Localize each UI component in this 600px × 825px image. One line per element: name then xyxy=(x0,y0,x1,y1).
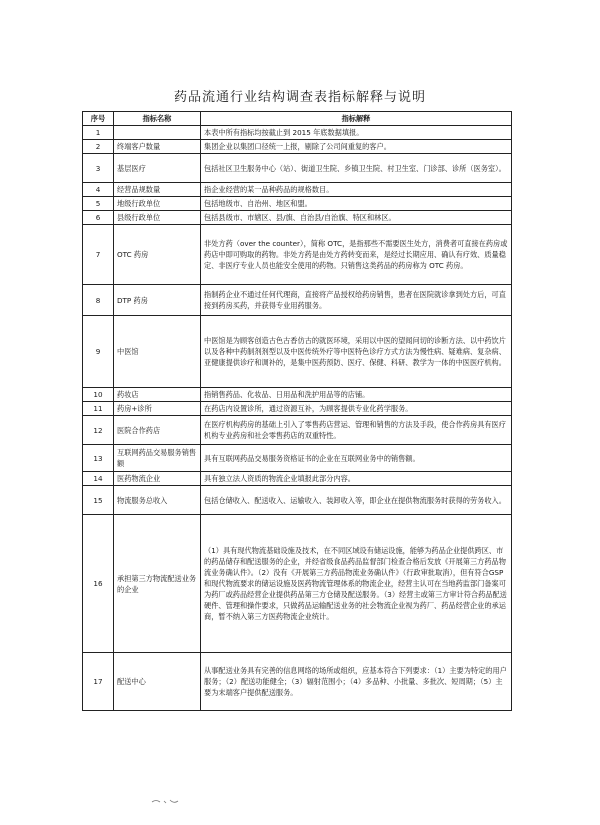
header-name: 指标名称 xyxy=(114,112,201,126)
indicator-definition: 从事配送业务具有完善的信息网络的场所或组织，应基本符合下列要求：（1）主要为特定的用户服务；（2）配送功能健全；（3）辐射范围小；（4）多品种、小批量、多批次、短周期；（5）主要为末端客户提供配送服务。 xyxy=(201,653,512,711)
scan-mark xyxy=(150,796,190,806)
indicator-definition: 在医疗机构药房的基础上引入了零售药店营运、管理和销售的方法及手段，使合作药房具有医疗机构专业药房和社会零售药店的双重特性。 xyxy=(201,416,512,445)
row-number: 5 xyxy=(83,197,114,211)
row-number: 6 xyxy=(83,211,114,225)
indicator-name: 经营品规数量 xyxy=(114,183,201,197)
indicator-definition: 在药店内设置诊所，通过资源互补，为顾客提供专业化药学服务。 xyxy=(201,402,512,416)
indicator-name: 医药物流企业 xyxy=(114,472,201,486)
indicator-name: OTC 药房 xyxy=(114,225,201,285)
table-row xyxy=(83,154,512,183)
indicator-definition: 本表中所有指标均按截止到 2015 年底数据填报。 xyxy=(201,126,512,140)
indicator-definition: 非处方药（over the counter），简称 OTC，是指那些不需要医生处方，消费者可直接在药房或药店中即可购取的药物。非处方药是由处方药转变而来，是经过长期应用、确认有疗效、质量稳定、非医疗专业人员也能安全使用的药物。只销售这类药品的药房称为 OTC 药房。 xyxy=(201,225,512,285)
indicator-definition: 具有互联网药品交易服务资格证书的企业在互联网业务中的销售额。 xyxy=(201,445,512,472)
indicator-name: 医院合作药店 xyxy=(114,416,201,445)
indicator-definition: 指销售药品、化妆品、日用品和洗护用品等的店铺。 xyxy=(201,388,512,402)
row-number: 7 xyxy=(83,225,114,285)
row-number: 4 xyxy=(83,183,114,197)
table-row xyxy=(83,388,512,402)
indicator-name: 配送中心 xyxy=(114,653,201,711)
indicator-definition: 指企业经营的某一品种药品的规格数目。 xyxy=(201,183,512,197)
row-number: 12 xyxy=(83,416,114,445)
row-number: 16 xyxy=(83,515,114,653)
row-number: 9 xyxy=(83,316,114,388)
row-number: 1 xyxy=(83,126,114,140)
table-body xyxy=(83,126,512,711)
indicator-definition: 包括地级市、自治州、地区和盟。 xyxy=(201,197,512,211)
indicator-name: 县级行政单位 xyxy=(114,211,201,225)
indicator-name: DTP 药房 xyxy=(114,285,201,316)
table-row xyxy=(83,445,512,472)
table-row xyxy=(83,183,512,197)
table-row xyxy=(83,126,512,140)
indicator-name xyxy=(114,126,201,140)
indicator-definition: （1）具有现代物流基础设施及技术，在不同区域设有储运设施，能够为药品企业提供跨区、市的药品储存和配送服务的企业，并经省级食品药品监督部门检查合格后发放《开展第三方药品物流业务确认件》。（2）没有《开展第三方药品物流业务确认件》（行政审批取消），但有符合GSP和现代物流要求的储运设施及医药物流管理体系的物流企业，经营主认可在当地药监部门备案可为药厂或药品经营企业提供药品第三方仓储及配送服务。（3）经营主或第三方审计符合药品配送硬件、管理和操作要求，只做药品运输配送业务的社会物流企业视为药厂、药品经营企业的承运商，暂不纳入第三方医药物流企业统计。 xyxy=(201,515,512,653)
indicator-name: 终端客户数量 xyxy=(114,140,201,154)
table-row xyxy=(83,316,512,388)
row-number: 14 xyxy=(83,472,114,486)
document-title: 药品流通行业结构调查表指标解释与说明 xyxy=(173,90,426,105)
indicator-name: 互联网药品交易服务销售额 xyxy=(114,445,201,472)
row-number: 15 xyxy=(83,486,114,515)
table-row xyxy=(83,211,512,225)
indicator-definition: 集团企业以集团口径统一上报，剔除了公司间重复的客户。 xyxy=(201,140,512,154)
table-row xyxy=(83,653,512,711)
row-number: 17 xyxy=(83,653,114,711)
row-number: 13 xyxy=(83,445,114,472)
indicator-name: 物流服务总收入 xyxy=(114,486,201,515)
row-number: 2 xyxy=(83,140,114,154)
row-number: 3 xyxy=(83,154,114,183)
table-row xyxy=(83,285,512,316)
indicator-name: 药妆店 xyxy=(114,388,201,402)
indicator-definition: 具有独立法人资质的物流企业填报此部分内容。 xyxy=(201,472,512,486)
indicator-name: 地级行政单位 xyxy=(114,197,201,211)
table-row xyxy=(83,197,512,211)
table-row xyxy=(83,402,512,416)
table-row xyxy=(83,486,512,515)
header-no: 序号 xyxy=(83,112,114,126)
table-row xyxy=(83,515,512,653)
table-header-row xyxy=(83,112,512,126)
indicator-definition: 指制药企业不通过任何代理商，直接将产品授权给药房销售，患者在医院就诊拿到处方后，可直接到药房买药，并获得专业用药服务。 xyxy=(201,285,512,316)
indicator-definition: 包括县级市、市辖区、县/旗、自治县/自治旗、特区和林区。 xyxy=(201,211,512,225)
indicator-definition: 包括社区卫生服务中心（站）、街道卫生院、乡镇卫生院、村卫生室、门诊部、诊所（医务室）。 xyxy=(201,154,512,183)
indicator-name: 中医馆 xyxy=(114,316,201,388)
table-row xyxy=(83,472,512,486)
indicator-definition: 中医馆是为顾客创造古色古香仿古的就医环境，采用以中医的望闻问切的诊断方法、以中药饮片以及各种中药制剂剂型以及中医传统外疗等中医特色诊疗方式方法为慢性病、疑难病、复杂病、亚健康提供诊疗和调补的，是集中医药预防、医疗、保健、科研、教学为一体的中医医疗机构。 xyxy=(201,316,512,388)
table-row xyxy=(83,416,512,445)
indicator-name: 基层医疗 xyxy=(114,154,201,183)
table-row xyxy=(83,140,512,154)
indicator-table xyxy=(82,111,512,711)
indicator-name: 承担第三方物流配送业务的企业 xyxy=(114,515,201,653)
row-number: 8 xyxy=(83,285,114,316)
table-row xyxy=(83,225,512,285)
row-number: 10 xyxy=(83,388,114,402)
row-number: 11 xyxy=(83,402,114,416)
header-definition: 指标解释 xyxy=(201,112,512,126)
indicator-name: 药房+诊所 xyxy=(114,402,201,416)
indicator-definition: 包括仓储收入、配送收入、运输收入、装卸收入等，即企业在提供物流服务时获得的劳务收入。 xyxy=(201,486,512,515)
